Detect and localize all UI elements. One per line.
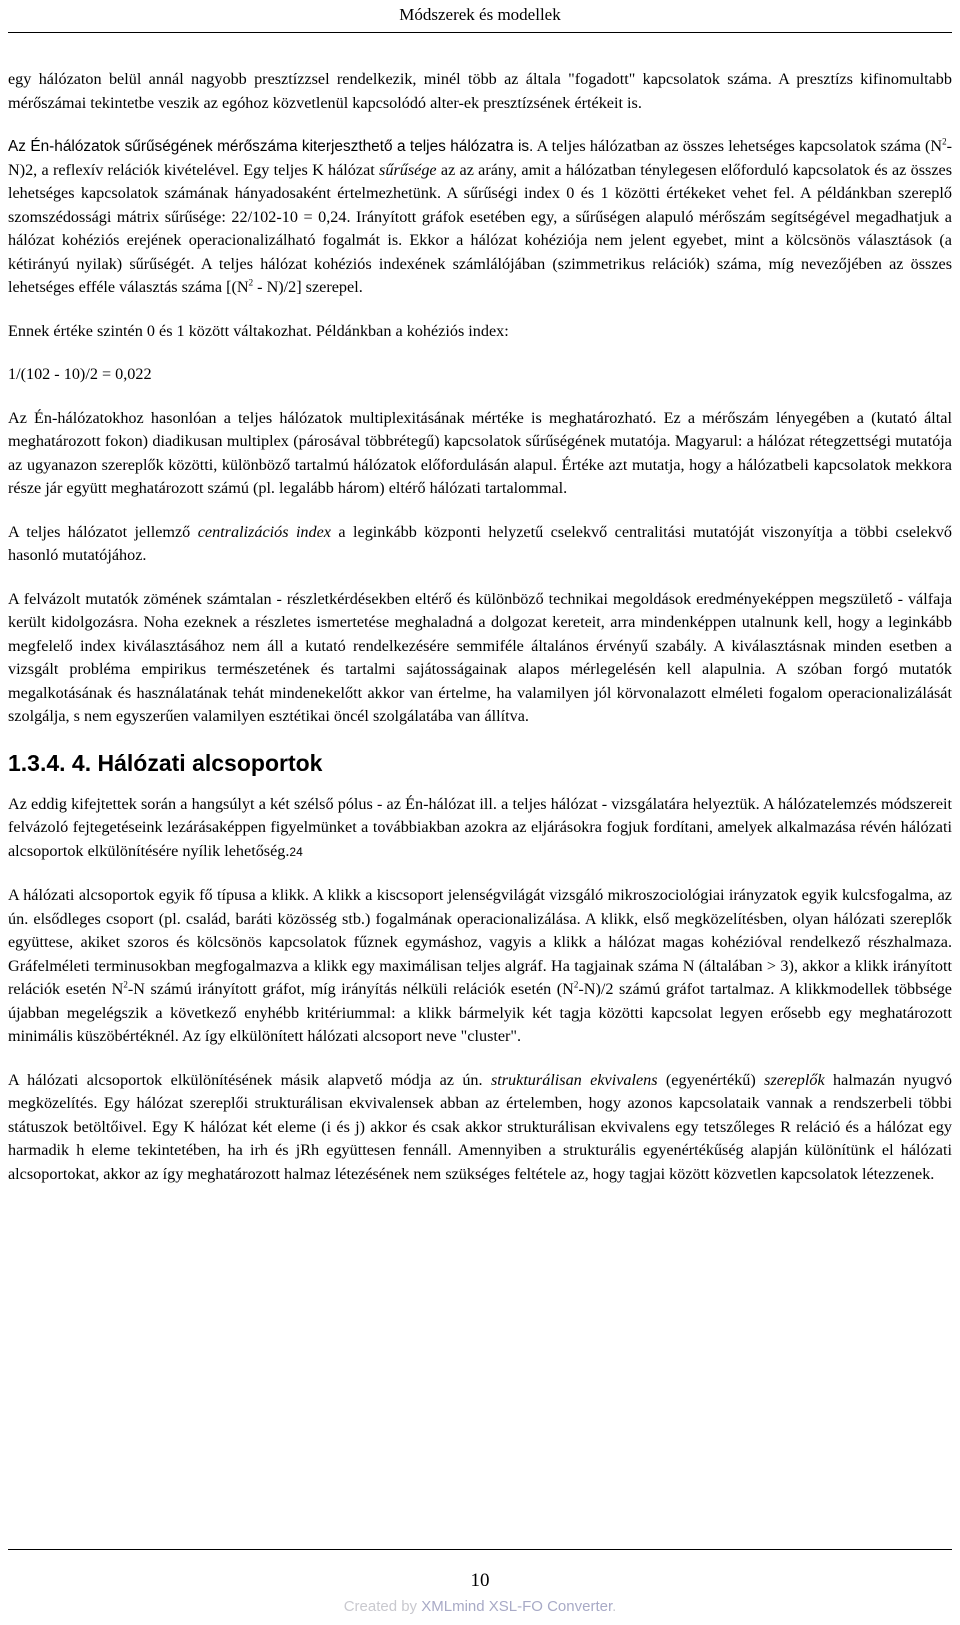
page-number: 10 [470, 1570, 490, 1591]
footnote-reference[interactable]: 24 [289, 844, 303, 859]
section-heading: 1.3.4. 4. Hálózati alcsoportok [8, 749, 323, 776]
paragraph-indices: A felvázolt mutatók zömének számtalan - részletkérdésekben eltérő és különböző technikai megoldások eredményeképpen megszülető - válfaja került kidolgozásra. Noha ezeknek a részletes ismertetése meghaladná a dolgozat kereteit, arra mindenképpen utalnunk kell, hogy a leginkább megfelelő index kiválasztásához nem áll a kutató rendelkezésére semmiféle általános érvényű szabály. A kiválasztásnak minden esetben a vizsgált probléma empirikus természetének és tartalmi sajátosságainak alapos mérlegelésén kell alapulnia. A szóban forgó mutatók megalkotásának és használatának tehát mindenekelőtt akkor van értelme, ha valamilyen jól körvonalazott elméleti fogalom operacionalizálását szolgálja, s nem egyszerűen valamilyen esztétikai öncél szolgálatába van állítva. [8, 589, 952, 725]
clique-text-c: -N)/2 számú gráfot tartalmaz. A klikkmodellek többsége újabban megelégszik a következő enyhébb kritériummal: a klikk bármelyik két tagja közötti kapcsolat legyen erősebb egy meghatározott minimális küszöbértéknél. Az így elkülönített hálózati alcsoport neve "cluster". [8, 980, 952, 1045]
generator-link[interactable]: XMLmind XSL-FO Converter [421, 1598, 613, 1615]
centralization-text-a: A teljes hálózatot jellemző [8, 522, 198, 541]
clique-text-b: -N számú irányított gráfot, míg irányítás nélküli relációk esetén (N [127, 980, 574, 998]
header-divider [8, 32, 952, 33]
paragraph-density [8, 135, 952, 300]
clique-text-a: A hálózati alcsoportok egyik fő típusa a klikk. A klikk a kiscsoport jelenségvilágát vizsgáló mikroszociológiai irányzatok egyik kulcsfogalma, az ún. elsődleges csoport (pl. család, baráti közösség stb.) fogalmának operacionalizálása. A klikk, első megközelítésben, olyan hálózati szereplők együttese, akiket szoros és kölcsönös kapcsolatok fűznek egymáshoz, vagyis a klikk a hálózat magas kohézióval rendelkező részhalmaza. Gráfelméleti terminusokban megfogalmazva a klikk egy maximálisan teljes algráf. Ha tagjainak száma N (általában > 3), akkor a klikk irányított relációk esetén N [8, 886, 952, 998]
term-actors: szereplők [764, 1070, 825, 1089]
running-header: Módszerek és modellek [399, 5, 561, 24]
density-text-c: -N)2, a reflexív relációk kivételével. Egy teljes K hálózat [8, 137, 952, 179]
generator-credit [0, 1598, 960, 1615]
paragraph-clique [8, 884, 952, 1049]
term-structurally-equivalent: strukturálisan ekvivalens [490, 1070, 658, 1089]
paragraph-subgroups-intro [8, 793, 952, 865]
term-centralization-index: centralizációs index [197, 522, 331, 541]
term-density: sűrűsége [379, 160, 437, 179]
density-text-b: A teljes hálózatban az összes lehetséges kapcsolatok száma (N [533, 137, 943, 155]
paragraph-structural-equivalence [8, 1069, 952, 1187]
paragraph-centralization [8, 521, 952, 568]
subgroups-intro-text: Az eddig kifejtettek során a hangsúlyt a két szélső pólus - az Én-hálózat ill. a teljes hálózat - vizsgálatára helyeztük. A hálózatelemzés módszereit felvázoló fejtegetéseink lezárásaképpen figyelmünket a továbbiakban azokra az eljárásokra fogjuk fordítani, amelyek alkalmazása révén hálózati alcsoportok elkülönítésére nyílik lehetőség. [8, 794, 952, 860]
superscript: 2 [123, 979, 128, 990]
equivalence-text-b: (egyenértékű) [657, 1070, 765, 1089]
footer-divider [8, 1549, 952, 1550]
generator-prefix: Created by [343, 1598, 422, 1615]
formula-cohesion: 1/(102 - 10)/2 = 0,022 [8, 365, 152, 383]
density-text-e: - N)/2] szerepel. [253, 278, 363, 296]
centralization-text-b: a leginkább központi helyzetű cselekvő centralitási mutatóját viszonyítja a többi cselekvő hasonló mutatójához. [8, 522, 953, 564]
superscript: 2 [573, 979, 579, 990]
page-content [8, 68, 952, 1206]
density-intro: Az Én-hálózatok sűrűségének mérőszáma kiterjeszthető a teljes hálózatra is. [8, 138, 534, 155]
generator-suffix: . [612, 1598, 617, 1615]
paragraph-prestige: egy hálózaton belül annál nagyobb presztízzsel rendelkezik, minél több az általa "fogadott" kapcsolatok száma. A presztízs kifinomultabb mérőszámai tekintetbe veszik az egóhoz közvetlenül kapcsolódó alter-ek presztízsének értékeit is. [8, 70, 952, 112]
paragraph-multiplexity: Az Én-hálózatokhoz hasonlóan a teljes hálózatok multiplexitásának mértéke is meghatározható. Ez a mérőszám lényegében a (kutató által meghatározott fokon) diadikusan multiplex (párosával többrétegű) kapcsolatok sűrűségének mutatója. Magyarul: a hálózat rétegzettségi mutatója az ugyanazon szereplők közötti, különböző tartalmú hálózatok előfordulásán alapul. Értéke azt mutatja, hogy a hálózatbeli kapcsolatok mekkora része jár együtt meghatározott számú (pl. legalább három) eltérő hálózati tartalommal. [8, 408, 952, 497]
superscript: 2 [942, 136, 947, 147]
paragraph-cohesion: Ennek értéke szintén 0 és 1 között váltakozhat. Példánkban a kohéziós index: [8, 321, 509, 340]
equivalence-text-c: halmazán nyugvó megközelítés. Egy hálózat szereplői strukturálisan ekvivalensek abban az értelemben, hogy azonos kapcsolataik vannak a rendszerbeli többi státuszok betöltőivel. Egy K hálózat két eleme (i és j) akkor és csak akkor strukturálisan ekvivalens egy tetszőleges R reláció és a hálózat egy harmadik h eleme tekintetében, ha irh és jRh együttesen fennáll. Amennyiben a strukturális egyenértékűség alapján különítünk el hálózati alcsoportokat, akkor az így meghatározott halmaz létezésének nem szükséges feltétele az, hogy tagjai között közvetlen kapcsolatok létezzenek. [8, 1070, 952, 1183]
superscript: 2 [248, 277, 254, 288]
density-text-d: az az arány, amit a hálózatban ténylegesen előforduló kapcsolatok és az összes lehetséges kapcsolatok számának hányadosaként értelmezhetünk. A sűrűségi index 0 és 1 közötti értékeket vehet fel. A példánkban szereplő szomszédossági mátrix sűrűsége: 22/102-10 = 0,24. Irányított gráfok esetében egy, a sűrűségen alapuló mérőszám segítségével megadhatjuk a hálózat kohéziós erejének operacionalizálható fogalmát is. Ekkor a hálózat kohéziója nem jelent egyebet, mint a kölcsönös választások (a kétirányú nyilak) sűrűségét. A teljes hálózat kohéziós indexének számlálójában (szimmetrikus relációk) száma, míg nevezőjében az összes lehetséges efféle választás száma [(N [8, 160, 952, 296]
equivalence-text-a: A hálózati alcsoportok elkülönítésének másik alapvető módja az ún. [8, 1070, 491, 1089]
